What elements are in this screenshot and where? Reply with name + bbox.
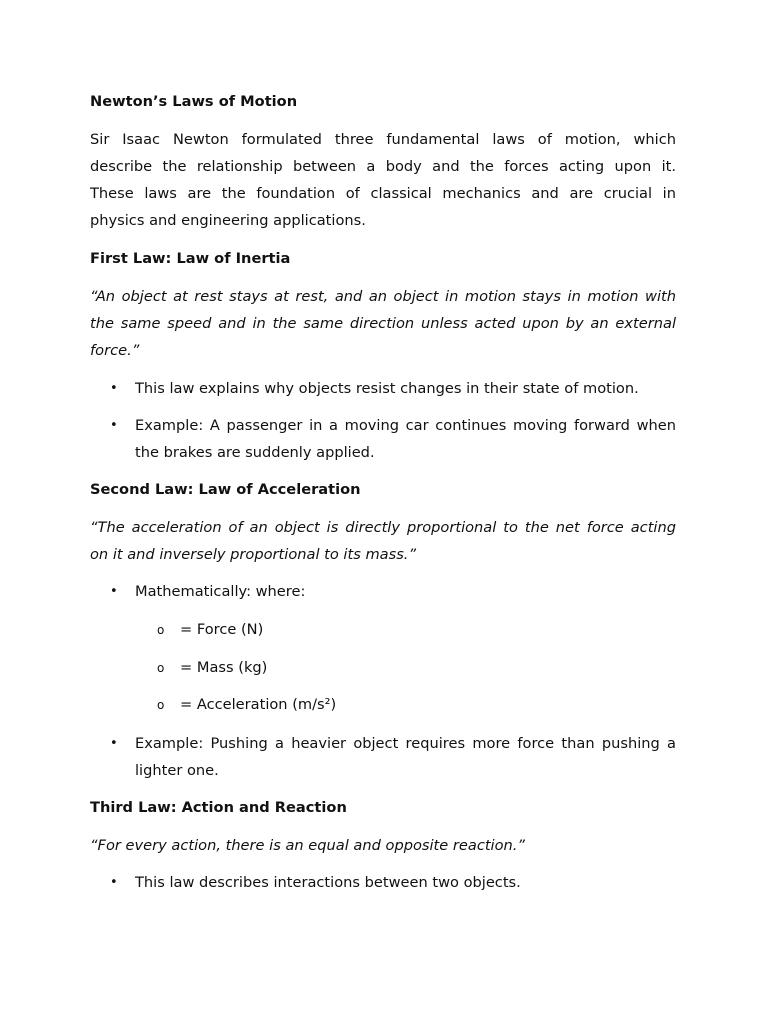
list-item-text — [135, 730, 676, 784]
sub-list-item-text: = Mass (kg) — [180, 659, 268, 676]
bullet-icon: • — [110, 875, 118, 890]
sub-bullet-icon: o — [157, 623, 165, 637]
intro-paragraph — [90, 126, 676, 234]
quote-line: “An object at rest stays at rest, and an object in motion stays in motion with — [90, 288, 676, 305]
document-title: Newton’s Laws of Motion — [90, 93, 298, 110]
intro-line: Sir Isaac Newton formulated three fundamental laws of motion, which — [90, 131, 676, 148]
quote-line: the same speed and in the same direction unless acted upon by an external — [90, 315, 676, 332]
intro-line: These laws are the foundation of classical mechanics and are crucial in — [90, 185, 676, 202]
first-law-quote — [90, 283, 676, 364]
second-law-heading: Second Law: Law of Acceleration — [90, 481, 361, 498]
list-item-line: Example: Pushing a heavier object requires more force than pushing a — [135, 735, 676, 752]
list-item-text: This law describes interactions between two objects. — [135, 874, 521, 891]
bullet-icon: • — [110, 418, 118, 433]
second-law-quote — [90, 514, 676, 568]
list-item-line: the brakes are suddenly applied. — [135, 444, 375, 461]
sub-list-item-text: = Force (N) — [180, 621, 264, 638]
list-item-line: lighter one. — [135, 762, 219, 779]
bullet-icon: • — [110, 584, 118, 599]
sub-list-item-text: = Acceleration (m/s²) — [180, 696, 337, 713]
quote-line: on it and inversely proportional to its mass.” — [90, 546, 417, 563]
sub-bullet-icon: o — [157, 661, 165, 675]
list-item-line: Example: A passenger in a moving car continues moving forward when — [135, 417, 676, 434]
third-law-quote: “For every action, there is an equal and opposite reaction.” — [90, 837, 525, 854]
intro-line: describe the relationship between a body and the forces acting upon it. — [90, 158, 676, 175]
intro-line: physics and engineering applications. — [90, 212, 366, 229]
quote-line: force.” — [90, 342, 140, 359]
sub-bullet-icon: o — [157, 698, 165, 712]
list-item-text — [135, 412, 676, 466]
third-law-heading: Third Law: Action and Reaction — [90, 799, 347, 816]
list-item-text: This law explains why objects resist changes in their state of motion. — [135, 380, 639, 397]
quote-line: “The acceleration of an object is directly proportional to the net force acting — [90, 519, 676, 536]
bullet-icon: • — [110, 381, 118, 396]
first-law-heading: First Law: Law of Inertia — [90, 250, 291, 267]
list-item-text: Mathematically: where: — [135, 583, 306, 600]
bullet-icon: • — [110, 736, 118, 751]
